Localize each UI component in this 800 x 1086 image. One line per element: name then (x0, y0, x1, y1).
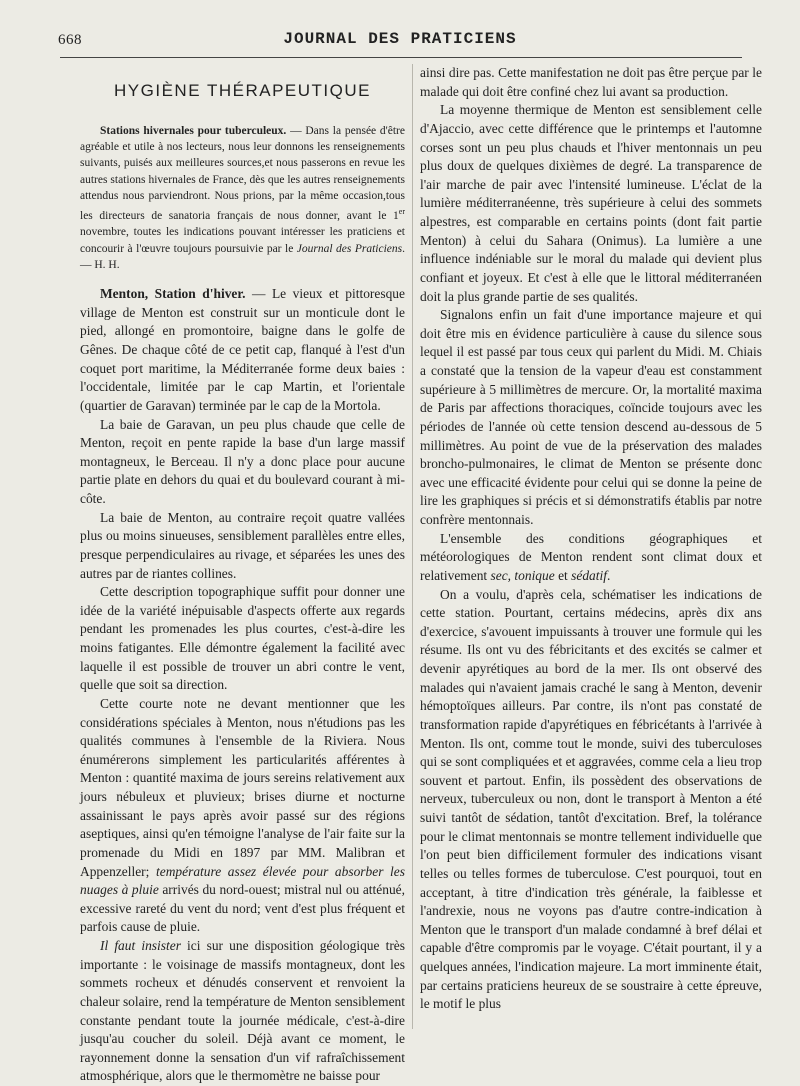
right-paragraph-5: On a voulu, d'après cela, schématiser les indications de cette station. Pourtant, certains médecins, après dix ans d'exercice, s'avouent impuissants à trouver une formule qui les résume. Ils ont vu des fébricitants et des excités se calmer et devenir apyrétiques au bord de la mer. Ils ont observé des malades qui n'avaient jamais craché le sang à Menton, devenir hémoptoïques ailleurs. Par contre, ils n'ont pas constaté de transformation rapide d'apyrétiques en fébricétants à l'arrivée à Menton. Ils ont, comme tout le monde, suivi des tuberculoses qui se sont compliquées et et aggravées, comme cela a lieu trop souvent et partout. Enfin, ils possèdent des observations de nerveux, tuberculeux ou non, dont le transport à Menton a été suivi tantôt de sédation, tantôt d'excitation. Bref, la tolérance pour le climat mentonnais se montre tellement individuelle que l'on peut bien difficilement formuler des indications visant telles ou telles formes de tuberculose. C'est pourquoi, tout en acceptant, à titre d'indication très générale, la faiblesse et l'andrexie, nous ne voyons pas d'autre contre-indication à Menton que le transport d'un malade condamné à bref délai et capable d'être compromis par le voyage. C'était pourtant, il y a quelques années, l'indication majeure. La mort imminente était, par certains praticiens heureux de se soustraire à cette épreuve, le motif le plus (420, 586, 762, 1012)
left-column (80, 64, 405, 1086)
left-p6-text: ici sur une disposition géologique très importante : le voisinage de massifs montagneux, dont les sommets rocheux et dénudés conservent et renvoient la chaleur solaire, rend la température de Menton sensiblement constante pendant toute la journée médicale, c'est-à-dire jusqu'au coucher du soleil. Déjà avant ce moment, le rayonnement donne la sensation d'un vif rafraîchissement atmosphérique, alors que le thermomètre ne baisse pour (80, 938, 405, 1084)
right-paragraph-4 (420, 530, 762, 586)
right-column (420, 64, 762, 1014)
right-p4-mid: et (554, 567, 572, 583)
page-number: 668 (58, 32, 82, 48)
left-paragraph-1 (80, 285, 405, 415)
station-title: Menton, Station d'hiver. (100, 286, 246, 302)
intro-superscript: er (398, 207, 405, 217)
header-rule (60, 57, 742, 58)
right-p4-end: . (606, 567, 611, 583)
intro-paragraph (80, 123, 405, 274)
journal-running-title: JOURNAL DES PRATICIENS (283, 30, 517, 48)
intro-text-1: — Dans la pensée d'être agréable et utile à nos lecteurs, nous leur donnons les renseignements suivants, puisés aux meilleures sources,et nous passerons en revue les autres stations hivernales de France, dès que les autres renseignements attendus nous parviendront. Nous prions, par la même occasion,tous les directeurs de sanatoria français de nous donner, avant le 1 (80, 124, 405, 222)
left-paragraph-2: La baie de Garavan, un peu plus chaude que celle de Menton, reçoit en pente rapide la base d'un large massif montagneux, le Berceau. Il n'y a donc place pour aucune partie plate en dehors du quai et du boulevard courant à mi-côte. (80, 416, 405, 506)
right-p4-text-1: L'ensemble des conditions géographiques et météorologiques de Menton rendent sont climat doux et relativement (420, 530, 762, 583)
intro-text-2: novembre, toutes les indications pouvant intéresser les praticiens et concourir à l'œuvre toujours poursuivie par le (80, 226, 405, 255)
intro-journal-name: Journal des Praticiens (296, 242, 403, 255)
intro-signature: . — H. H. (80, 242, 405, 271)
left-paragraph-3: La baie de Menton, au contraire reçoit quatre vallées plus ou moins sinueuses, sensiblement parallèles entre elles, presque perpendiculaires au rivage, et séparées les unes des autres par de riantes collines. (80, 509, 405, 581)
right-paragraph-3: Signalons enfin un fait d'une importance majeure et qui doit être mis en évidence particulière à cause du silence sous lequel il est passé par tous ceux qui parlent du Midi. M. Chiais a constaté que la tension de la vapeur d'eau est constamment supérieure à 5 millimètres de mercure. Or, la mortalité maxima de Paris par affections thoraciques, coïncide toujours avec les périodes de l'année où cette tension descend au-dessous de 5 millimètres. Au point de vue de la préservation des malades broncho-pulmonaires, le climat de Menton se présente donc avec une efficacité évidente pour celui qui se donne la peine de lire les graphiques si précis et si démonstratifs établis par notre confrère mentonnais. (420, 307, 762, 527)
left-p5-text-2: arrivés du nord-ouest; mistral nul ou atténué, excessive rareté du vent du nord; vent d'est plus fréquent et parfois cause de pluie. (80, 882, 405, 935)
right-paragraph-2: La moyenne thermique de Menton est sensiblement celle d'Ajaccio, avec cette différence que le printemps et l'automne corses sont un peu plus chauds et l'hiver mentonnais un peu plus doux de quelques dixièmes de degré. La transparence de l'air marche de pair avec l'intensité lumineuse. L'éclat de la lumière méditerranéenne, très supérieure à celui des sommets alpestres, est comparable en certains points (dont fait partie Menton) à celui du Sahara (Onimus). La lumière a une influence indéniable sur le moral du malade qui devient plus confiant et joyeux. Et c'est à elle que le littoral méditerranéen doit la plus grande partie de ses qualités. (420, 102, 762, 304)
section-heading: HYGIÈNE THÉRAPEUTIQUE (114, 81, 371, 100)
left-paragraph-4: Cette description topographique suffit pour donner une idée de la variété inépuisable d'aspects offerte aux regards pendant les promenades les plus courtes, c'est-à-dire les moins fatigantes. Elle démontre également la facilité avec laquelle il est possible de trouver un abri contre le vent, quelle que soit sa direction. (80, 584, 405, 693)
left-paragraph-6 (80, 937, 405, 1086)
column-divider (412, 64, 413, 1029)
left-p5-italic: température assez élevée pour absorber les nuages à pluie (80, 863, 405, 898)
intro-lead: Stations hivernales pour tuberculeux. (100, 124, 287, 137)
left-p1-text: — Le vieux et pittoresque village de Menton est construit sur un monticule dont le pied, allongé en promontoire, baigne dans le golfe de Gênes. De chaque côté de ce petit cap, flanqué à l'est d'un coquet port maritime, la Méditerranée forme deux baies : l'occidentale, limitée par le cap Martin, et l'orientale (quartier de Garavan) terminée par le cap de la Mortola. (80, 286, 405, 413)
left-paragraph-5 (80, 695, 405, 937)
left-p6-italic: Il faut insister (100, 938, 181, 953)
right-p4-italic-2: sédatif (571, 567, 607, 583)
left-p5-text-1: Cette courte note ne devant mentionner que les considérations spéciales à Menton, nous n'étudions pas les qualités communes à l'ensemble de la Riviera. Nous énumérerons simplement les particularités afférentes à Menton : quantité maxima de jours sereins relativement aux jours nébuleux et pluvieux; brises diurne et nocturne assainissant le pays après avoir passé sur des régions aseptiques, ainsi qu'en témoigne l'analyse de l'air faite sur la promenade du Midi en 1897 par MM. Malibran et Appenzeller; (80, 695, 405, 879)
right-paragraph-1: ainsi dire pas. Cette manifestation ne doit pas être perçue par le malade qui doit être confiné chez lui avant sa production. (420, 65, 762, 99)
right-p4-italic-1: sec, tonique (490, 567, 555, 583)
